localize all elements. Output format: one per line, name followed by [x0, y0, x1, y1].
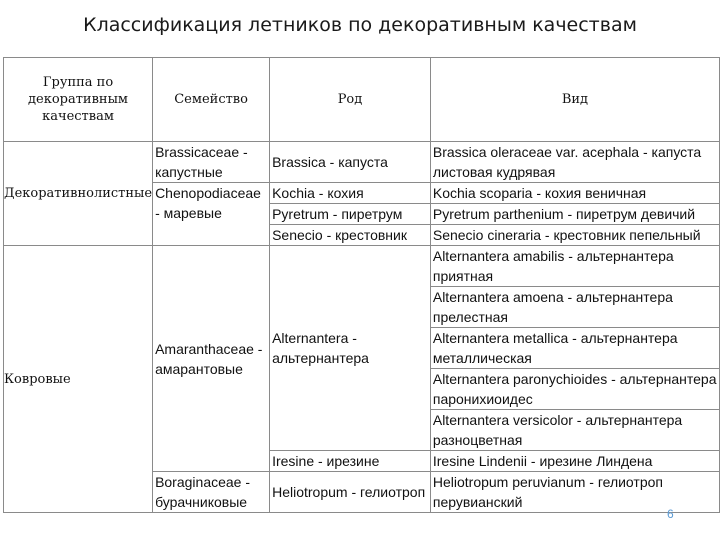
species-cell: Pyretrum parthenium - пиретрум девичий	[430, 204, 719, 225]
genus-cell: Brassica - капуста	[270, 142, 431, 183]
genus-cell: Heliotropum - гелиотроп	[270, 472, 431, 513]
genus-cell: Senecio - крестовник	[270, 225, 431, 246]
genus-cell: Pyretrum - пиретрум	[270, 204, 431, 225]
species-cell: Alternantera amoena - альтернантера прелестная	[430, 287, 719, 328]
page-number: 6	[667, 507, 674, 521]
species-cell: Senecio cineraria - крестовник пепельный	[430, 225, 719, 246]
species-cell: Kochia scoparia - кохия веничная	[430, 183, 719, 204]
slide-title: Классификация летников по декоративным качествам	[83, 14, 637, 36]
species-cell: Alternantera amabilis - альтернантера приятная	[430, 246, 719, 287]
family-cell: Brassicaceae - капустные	[153, 142, 270, 183]
species-cell: Brassica oleraceae var. acephala - капуста листовая кудрявая	[430, 142, 719, 183]
group-cell-decorative-leaf: Декоративнолистные	[4, 142, 153, 246]
family-cell: Amaranthaceae - амарантовые	[153, 246, 270, 472]
family-cell: Boraginaceae - бурачниковые	[153, 472, 270, 513]
species-cell: Heliotropum peruvianum - гелиотроп перувианский	[430, 472, 719, 513]
header-family: Семейство	[153, 58, 270, 142]
header-genus: Род	[270, 58, 431, 142]
genus-cell: Kochia - кохия	[270, 183, 431, 204]
species-cell: Iresine Lindenii - ирезине Линдена	[430, 451, 719, 472]
species-cell: Alternantera metallica - альтернантера металлическая	[430, 328, 719, 369]
species-cell: Alternantera paronychioides - альтернантера паронихиоидес	[430, 369, 719, 410]
family-cell: Chenopodiaceae - маревые	[153, 183, 270, 246]
classification-table	[3, 57, 720, 513]
header-species: Вид	[430, 58, 719, 142]
species-cell: Alternantera versicolor - альтернантера разноцветная	[430, 410, 719, 451]
group-cell-carpet: Ковровые	[4, 246, 153, 513]
header-group: Группа по декоративным качествам	[4, 58, 153, 142]
genus-cell: Alternantera - альтернантера	[270, 246, 431, 451]
genus-cell: Iresine - ирезине	[270, 451, 431, 472]
